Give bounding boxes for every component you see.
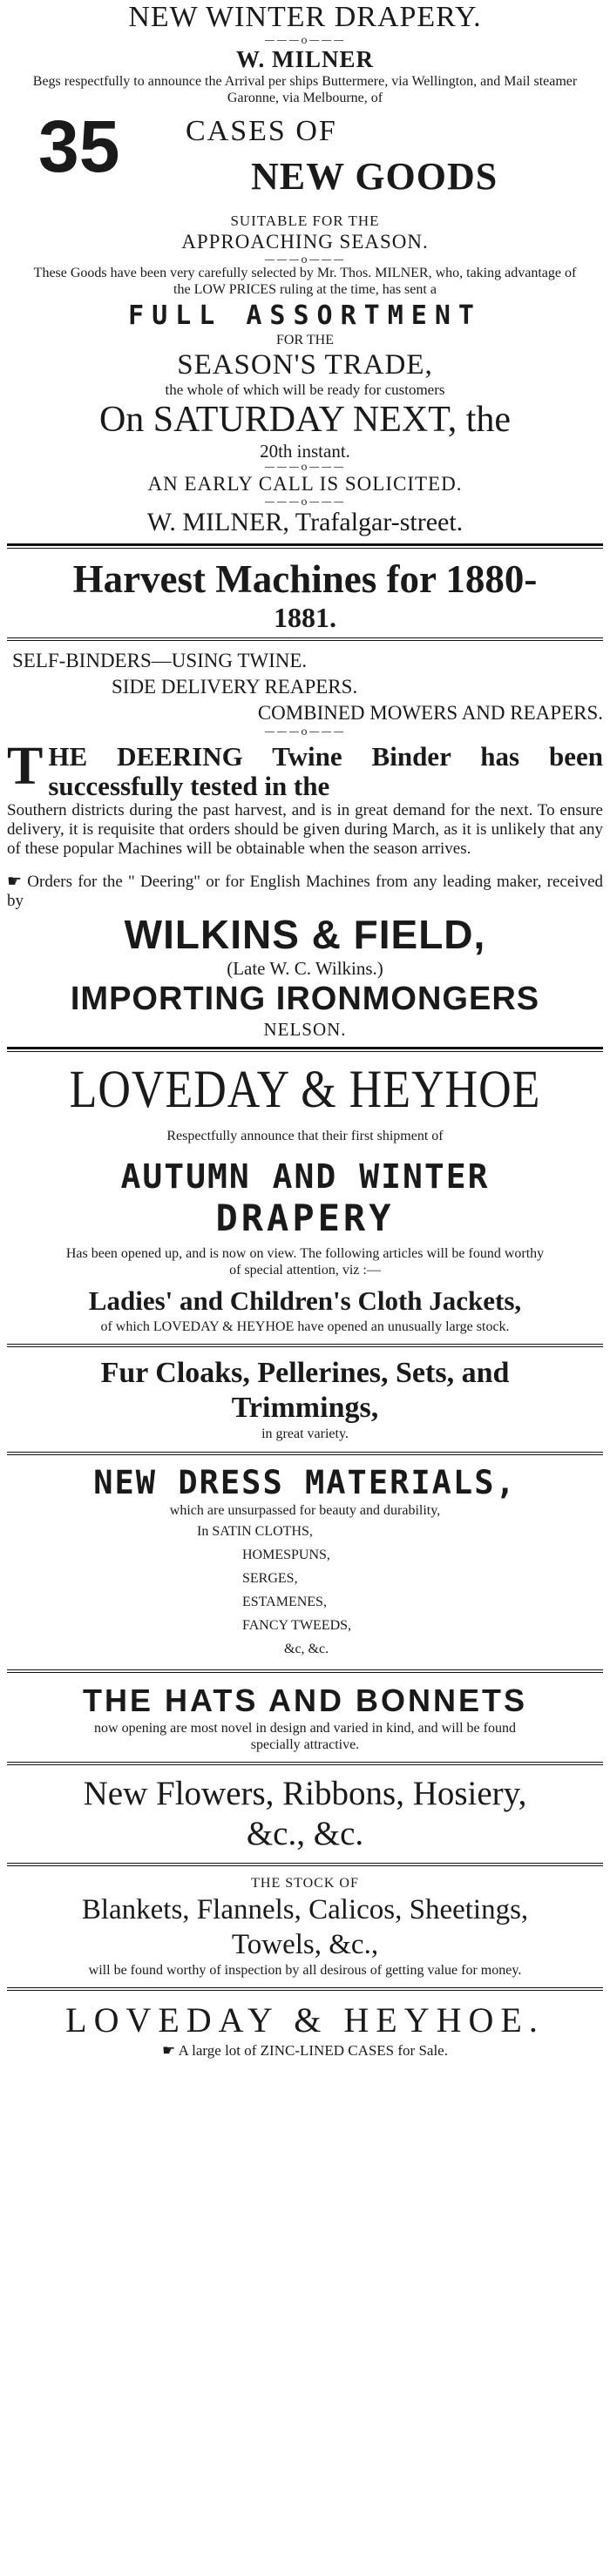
ornament: ———o——— xyxy=(264,725,346,738)
harvest-title-2: 1881. xyxy=(274,602,336,633)
seasons-trade: SEASON'S TRADE, xyxy=(177,349,433,381)
material-item: HOMESPUNS, xyxy=(242,1548,330,1562)
deering-paragraph: Southern districts during the past harvest, and is in great demand for the next. To ensure delivery, it is requisite that orders should be given during March, as it is unlikely that any of these popular Machines will be obtainable when the season arrives. xyxy=(7,801,603,858)
material-item: SERGES, xyxy=(242,1571,298,1586)
blankets-1: Blankets, Flannels, Calicos, Sheetings, xyxy=(81,1894,529,1925)
blankets-2: Towels, &c., xyxy=(231,1929,379,1960)
divider xyxy=(7,1863,603,1866)
milner-name: W. MILNER xyxy=(235,46,375,72)
materials-list xyxy=(7,1520,603,1661)
dress-materials: NEW DRESS MATERIALS, xyxy=(93,1464,517,1501)
wilkins-advert xyxy=(7,557,603,1040)
divider xyxy=(7,1762,603,1765)
divider xyxy=(7,1669,603,1673)
divider xyxy=(7,543,603,549)
cloth-jackets: Ladies' and Children's Cloth Jackets, xyxy=(88,1285,522,1316)
suitable-for: SUITABLE FOR THE xyxy=(230,212,380,229)
wilkins-late: (Late W. C. Wilkins.) xyxy=(227,958,383,979)
loveday-announce: Respectfully announce that their first shipment of xyxy=(166,1129,444,1143)
instant-date: 20th instant. xyxy=(260,441,350,462)
milner-signature: W. MILNER, Trafalgar-street. xyxy=(146,508,464,536)
material-item: In SATIN CLOTHS, xyxy=(197,1524,313,1539)
saturday-next: On SATURDAY NEXT, the xyxy=(98,400,512,440)
dress-note: which are unsurpassed for beauty and durability, xyxy=(169,1503,441,1518)
full-assortment: FULL ASSORTMENT xyxy=(128,300,482,331)
zinc-cases-note xyxy=(7,2041,603,2060)
material-item: FANCY TWEEDS, xyxy=(242,1618,352,1633)
milner-intro: Begs respectfully to announce the Arrival per ships Buttermere, via Wellington, and Mail steamer Garonne, via Melbourne, of xyxy=(32,74,578,105)
stock-of: THE STOCK OF xyxy=(251,1876,359,1891)
milner-title: NEW WINTER DRAPERY. xyxy=(128,1,482,33)
fur-cloaks-2: Trimmings, xyxy=(231,1392,379,1424)
early-call: AN EARLY CALL IS SOLICITED. xyxy=(147,473,463,495)
blankets-note: will be found worthy of inspection by all desirous of getting value for money. xyxy=(88,1963,522,1978)
approaching-season: APPROACHING SEASON. xyxy=(181,231,429,253)
new-goods: NEW GOODS xyxy=(251,155,498,198)
loveday-title: LOVEDAY & HEYHOE xyxy=(69,1060,541,1120)
hats-bonnets: THE HATS AND BONNETS xyxy=(83,1682,527,1718)
orders-note xyxy=(7,873,603,911)
cases-block xyxy=(7,105,603,212)
new-flowers-1: New Flowers, Ribbons, Hosiery, xyxy=(83,1775,527,1812)
harvest-title-1: Harvest Machines for 1880- xyxy=(72,557,538,601)
furs-note: in great variety. xyxy=(261,1426,349,1441)
hats-note: now opening are most novel in design and varied in kind, and will be found specially attractive. xyxy=(94,1721,516,1752)
machine-item: SIDE DELIVERY REAPERS. xyxy=(112,676,358,698)
pointing-hand-icon: ☛ xyxy=(162,2042,176,2059)
ornament: ———o——— xyxy=(264,461,346,473)
divider xyxy=(7,1452,603,1455)
ready-note: the whole of which will be ready for customers xyxy=(165,381,445,398)
loveday-advert xyxy=(7,1061,603,2060)
divider xyxy=(7,1047,603,1052)
wilkins-town: NELSON. xyxy=(263,1019,347,1040)
wilkins-firm: WILKINS & FIELD, xyxy=(124,912,486,957)
divider xyxy=(7,637,603,641)
material-item: &c, &c. xyxy=(284,1642,329,1656)
jackets-note: of which LOVEDAY & HEYHOE have opened an unusually large stock. xyxy=(100,1319,510,1334)
new-flowers-2: &c., &c. xyxy=(246,1815,364,1852)
cases-count: 35 xyxy=(38,105,120,187)
drop-cap: T xyxy=(7,737,44,796)
for-the: FOR THE xyxy=(276,333,334,347)
ornament: ———o——— xyxy=(264,496,346,508)
pointing-hand-icon: ☛ xyxy=(7,873,23,891)
milner-advert xyxy=(7,0,603,538)
fur-cloaks-1: Fur Cloaks, Pellerines, Sets, and xyxy=(100,1357,510,1389)
zinc-cases-text: A large lot of ZINC-LINED CASES for Sale. xyxy=(178,2042,448,2059)
cases-of: CASES OF xyxy=(186,115,337,147)
machine-item: SELF-BINDERS—USING TWINE. xyxy=(12,650,308,671)
machine-item: COMBINED MOWERS AND REAPERS. xyxy=(257,702,603,724)
ornament: ———o——— xyxy=(264,253,346,266)
wilkins-trade: IMPORTING IRONMONGERS xyxy=(70,981,540,1017)
deering-notice xyxy=(7,737,603,859)
material-item: ESTAMENES, xyxy=(242,1595,327,1609)
drapery-heading: DRAPERY xyxy=(215,1197,395,1239)
milner-body: These Goods have been very carefully selected by Mr. Thos. MILNER, who, taking advantage of the LOW PRICES ruling at the time, has sent a xyxy=(33,266,577,297)
divider xyxy=(7,1344,603,1347)
ornament: ———o——— xyxy=(264,34,346,46)
orders-text: Orders for the " Deering" or for English Machines from any leading maker, received by xyxy=(7,873,603,910)
divider xyxy=(7,1987,603,1991)
autumn-winter: AUTUMN AND WINTER xyxy=(120,1157,490,1196)
loveday-signature: LOVEDAY & HEYHOE. xyxy=(65,2000,545,2040)
opened-note: Has been opened up, and is now on view. The following articles will be found worthy of special attention, viz :— xyxy=(65,1246,545,1278)
deering-lead: HE DEERING Twine Binder has been successfully tested in the xyxy=(48,741,603,801)
